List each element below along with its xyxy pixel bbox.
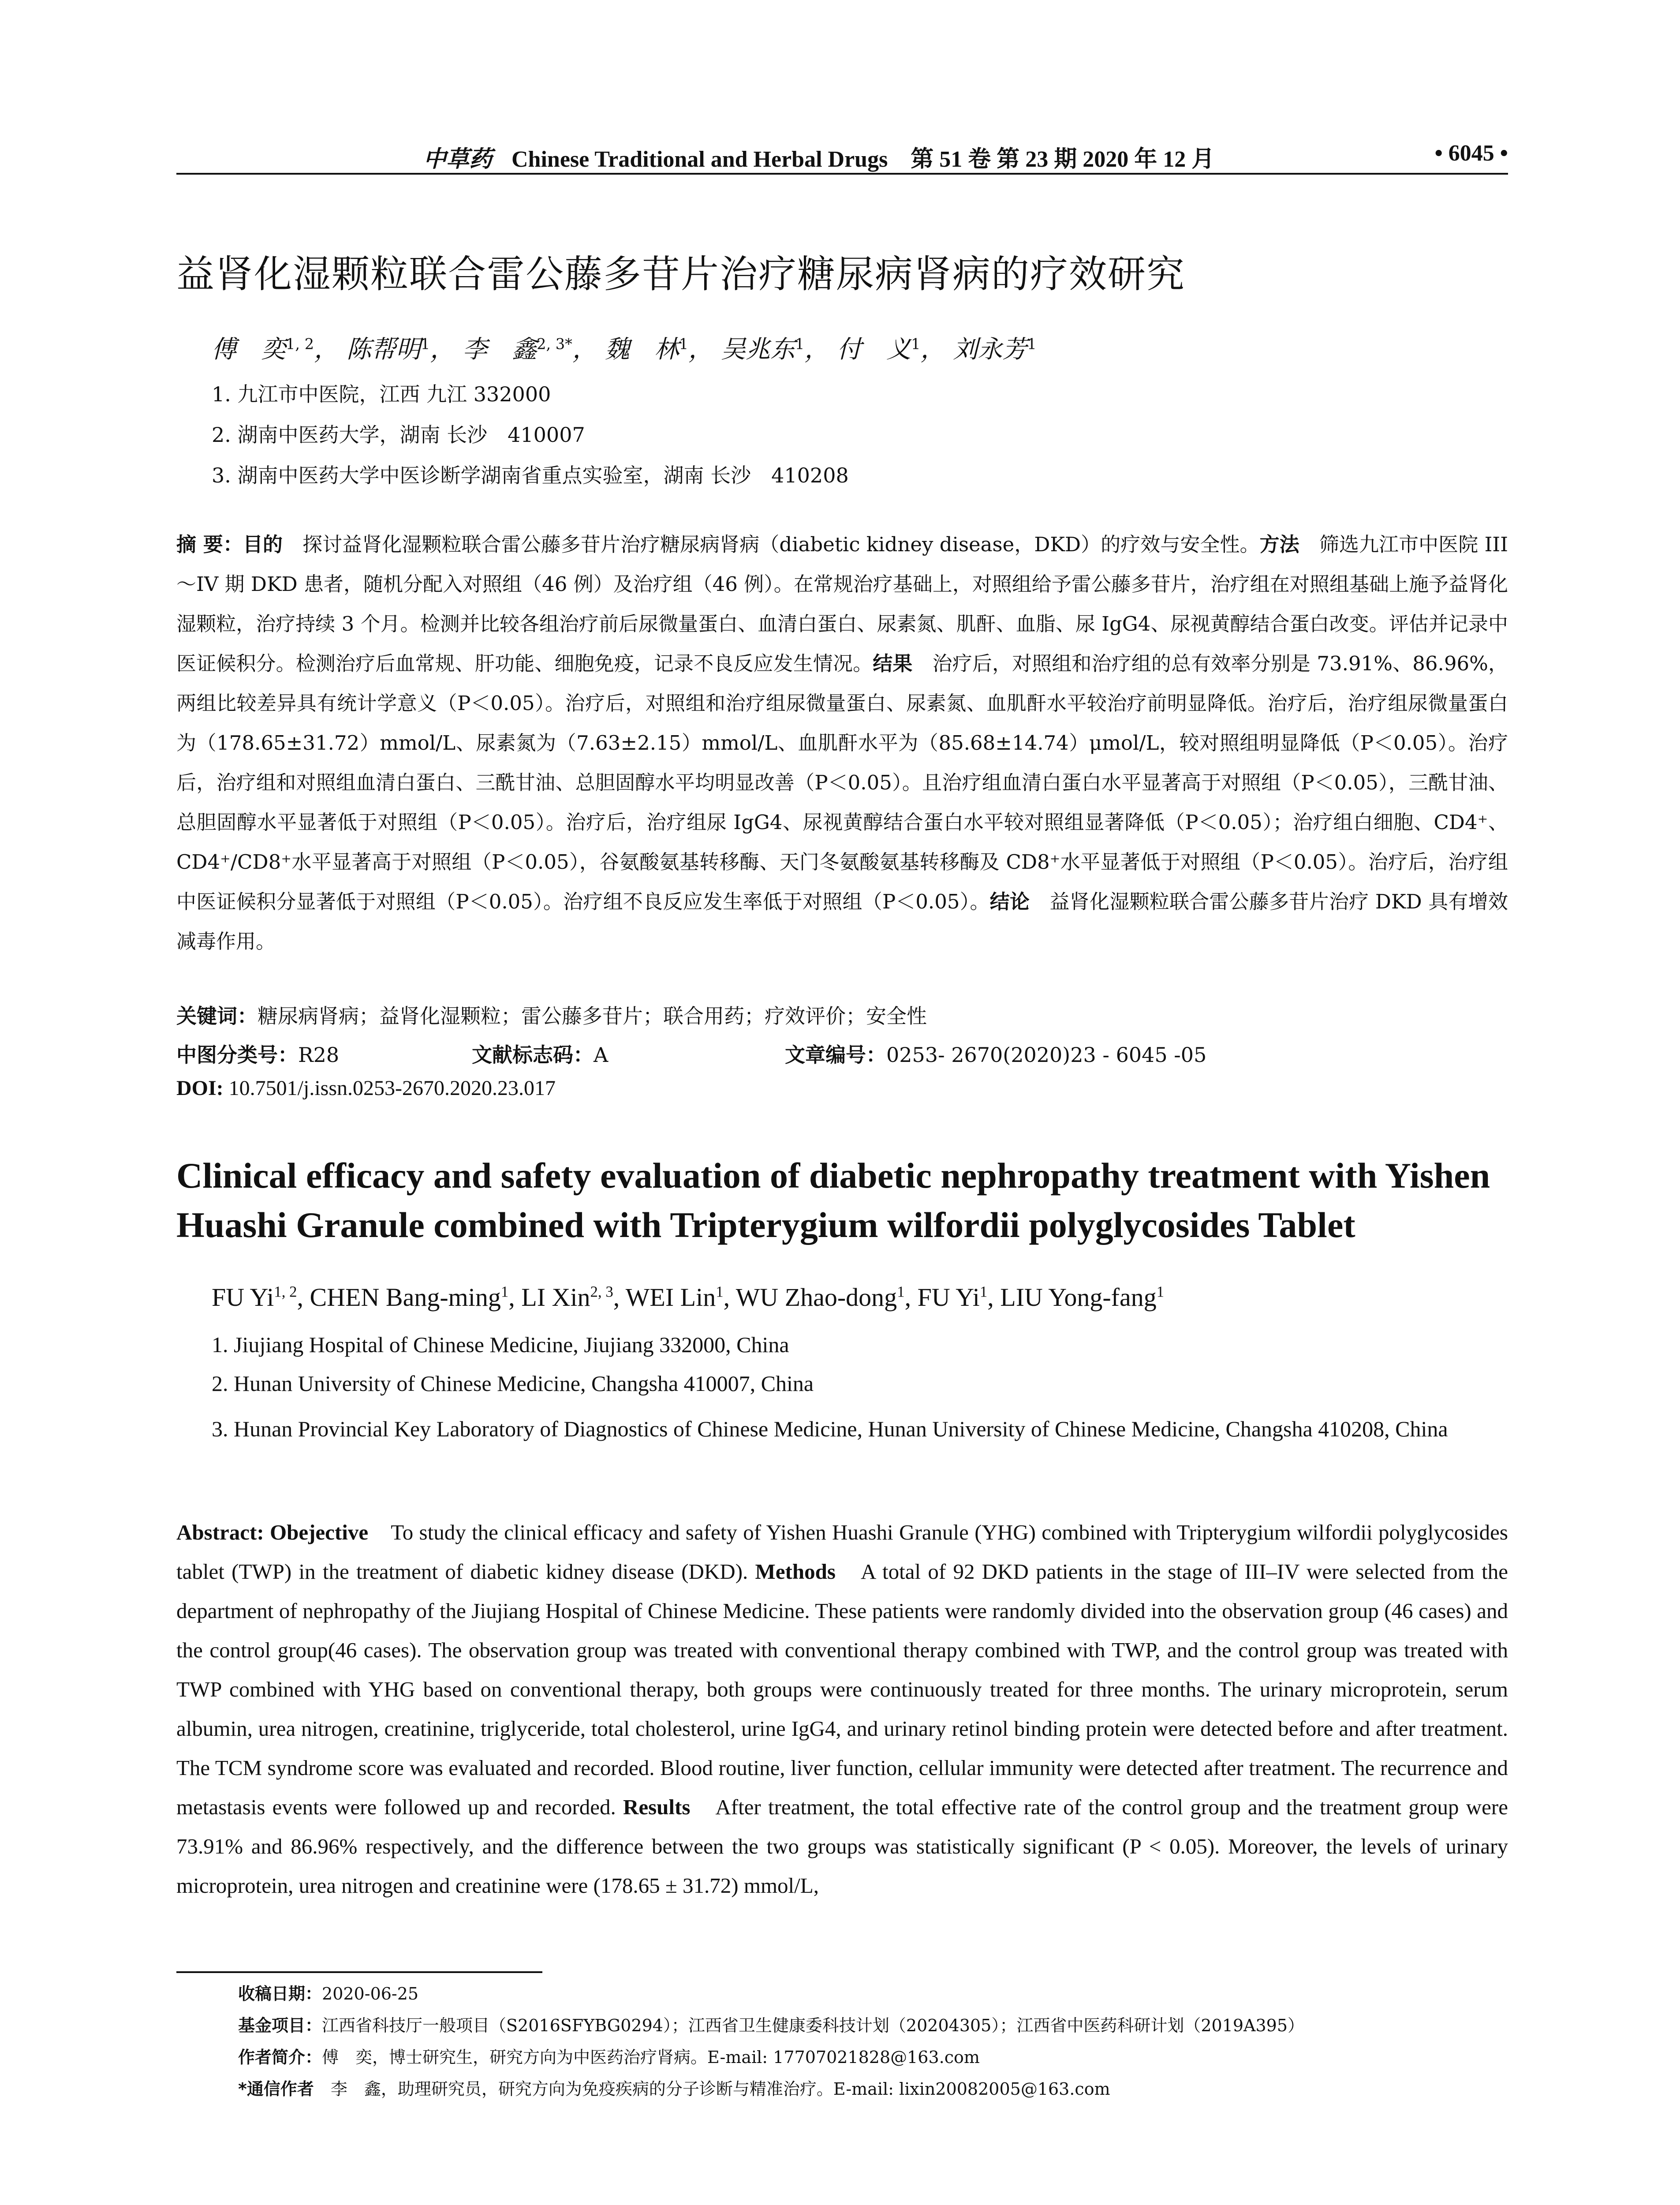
cn-author: 魏 林	[605, 335, 679, 364]
doi-value: 10.7501/j.issn.0253-2670.2020.23.017	[223, 1076, 556, 1100]
keywords-label: 关键词：	[176, 1004, 258, 1028]
en-title: Clinical efficacy and safety evaluation of diabetic nephropathy treatment with Yishen Huashi Granule combined with Tripterygium wilfordii polyglycosides Tablet	[176, 1155, 1490, 1245]
en-abstract-head-methods: Methods	[755, 1559, 836, 1584]
en-author-sup: 1	[500, 1283, 509, 1301]
doc-code-value: A	[594, 1043, 609, 1067]
article-number	[785, 1039, 1206, 1068]
footnote-label: 作者简介：	[238, 2048, 322, 2067]
footnote-label: 收稿日期：	[238, 1984, 322, 2003]
en-author: WU Zhao-dong	[735, 1283, 897, 1312]
cn-affiliation-2: 2. 湖南中医药大学，湖南 长沙 410007	[212, 423, 585, 447]
cn-abstract-text-methods: 筛选九江市中医院 III～IV 期 DKD 患者，随机分配入对照组（46 例）及治疗组（46 例）。在常规治疗基础上，对照组给予雷公藤多苷片，治疗组在对照组基础上施予益肾化湿颗粒，治疗持续 3 个月。检测并比较各组治疗前后尿微量蛋白、血清白蛋白、尿素氮、肌酐、血脂、尿 IgG4、尿视黄醇结合蛋白改变。评估并记录中医证候积分。检测治疗后血常规、肝功能、细胞免疫，记录不良反应发生情况。	[176, 533, 1508, 675]
en-abstract-head-objective: Obejective	[264, 1520, 369, 1544]
cn-author: 傅 奕	[212, 335, 286, 364]
en-abstract-text-objective: To study the clinical efficacy and safety of Yishen Huashi Granule (YHG) combined with Tripterygium wilfordii polyglycosides tablet (TWP) in the treatment of diabetic kidney disease (DKD).	[176, 1520, 1508, 1584]
footnotes	[238, 1978, 1508, 2105]
footnote-text: 傅 奕，博士研究生，研究方向为中医药治疗肾病。E-mail: 17707021828@163.com	[322, 2048, 980, 2067]
en-author: LI Xin	[521, 1283, 590, 1312]
article-number-value: 0253- 2670(2020)23 - 6045 -05	[886, 1043, 1207, 1067]
footnote-author-bio	[238, 2041, 1508, 2073]
cn-author: 刘永芳	[953, 335, 1027, 364]
en-author-sup: 2, 3	[590, 1283, 613, 1301]
clc-value: R28	[298, 1043, 340, 1067]
cn-abstract	[176, 525, 1508, 961]
cn-author: 陈帮明	[346, 335, 421, 364]
en-author-sup: 1	[979, 1283, 988, 1301]
footnote-divider	[176, 1971, 542, 1973]
keywords-value: 糖尿病肾病；益肾化湿颗粒；雷公藤多苷片；联合用药；疗效评价；安全性	[258, 1004, 927, 1028]
doi-line	[176, 1076, 556, 1100]
footnote-label: *通信作者	[238, 2079, 314, 2099]
footnote-text: 江西省科技厅一般项目（S2016SFYBG0294）；江西省卫生健康委科技计划（20204305）；江西省中医药科研计划（2019A395）	[322, 2016, 1305, 2035]
footnote-received	[238, 1978, 1508, 2010]
cn-abstract-head-conclusion: 结论	[989, 890, 1030, 913]
cn-author-sup: 1	[679, 335, 689, 353]
article-number-label: 文章编号：	[785, 1043, 886, 1067]
en-author-sup: 1, 2	[274, 1283, 297, 1301]
en-abstract-text-methods: A total of 92 DKD patients in the stage of III–IV were selected from the department of nephropathy of the Jiujiang Hospital of Chinese Medicine. These patients were randomly divided into the observation group (46 cases) and the control group(46 cases). The observation group was treated with conventional therapy combined with TWP, and the control group was treated with TWP combined with YHG based on conventional therapy, both groups were continuously treated for three months. The urinary microprotein, serum albumin, urea nitrogen, creatinine, triglyceride, total cholesterol, urine IgG4, and urinary retinol binding protein were detected before and after treatment. The TCM syndrome score was evaluated and recorded. Blood routine, liver function, cellular immunity were detected after treatment. The recurrence and metastasis events were followed up and recorded.	[176, 1559, 1508, 1819]
cn-author-sup: 1, 2	[286, 335, 314, 353]
en-abstract	[176, 1513, 1508, 1905]
en-affiliation-3: 3. Hunan Provincial Key Laboratory of Diagnostics of Chinese Medicine, Hunan University of Chinese Medicine, Changsha 410208, China	[212, 1416, 1448, 1441]
cn-abstract-label: 摘 要：	[176, 533, 243, 556]
cn-affiliation-1: 1. 九江市中医院，江西 九江 332000	[212, 382, 551, 406]
page-number: • 6045 •	[1434, 141, 1508, 166]
doi-label: DOI:	[176, 1076, 224, 1100]
en-abstract-head-results: Results	[623, 1795, 691, 1819]
en-author: WEI Lin	[625, 1283, 716, 1312]
cn-title: 益肾化湿颗粒联合雷公藤多苷片治疗糖尿病肾病的疗效研究	[176, 252, 1185, 296]
cn-author-sup: 1	[420, 335, 430, 353]
en-author: FU Yi	[212, 1283, 274, 1312]
en-author: FU Yi	[917, 1283, 980, 1312]
header-divider	[176, 173, 1508, 175]
en-author-sup: 1	[1156, 1283, 1165, 1301]
footnote-text: 2020-06-25	[322, 1984, 419, 2003]
cn-author-sup: 1	[911, 335, 921, 353]
running-header	[176, 140, 1508, 176]
en-affiliation-2: 2. Hunan University of Chinese Medicine, Changsha 410007, China	[212, 1371, 814, 1396]
en-author: CHEN Bang-ming	[310, 1283, 501, 1312]
en-abstract-label: Abstract:	[176, 1520, 264, 1544]
cn-abstract-text-conclusion: 益肾化湿颗粒联合雷公藤多苷片治疗 DKD 具有增效减毒作用。	[176, 890, 1508, 953]
cn-abstract-head-methods: 方法	[1259, 533, 1299, 556]
en-affiliation-1: 1. Jiujiang Hospital of Chinese Medicine, Jiujiang 332000, China	[212, 1332, 789, 1357]
cn-keywords	[176, 1000, 927, 1029]
cn-abstract-head-results: 结果	[873, 652, 913, 675]
en-abstract-text-results: After treatment, the total effective rate of the control group and the treatment group were 73.91% and 86.96% respectively, and the difference between the two groups was statistically significant (P < 0.05). Moreover, the levels of urinary microprotein, urea nitrogen and creatinine were (178.65 ± 31.72) mmol/L,	[176, 1795, 1508, 1898]
cn-abstract-head-objective: 目的	[243, 533, 283, 556]
footnote-text: 李 鑫，助理研究员，研究方向为免疫疾病的分子诊断与精准治疗。E-mail: lixin20082005@163.com	[314, 2079, 1110, 2099]
cn-author-sup: 1	[1027, 335, 1037, 353]
cn-author-sup: 2, 3*	[537, 335, 572, 353]
cn-author: 付 义	[837, 335, 911, 364]
footnote-label: 基金项目：	[238, 2016, 322, 2035]
footnote-funding	[238, 2010, 1508, 2041]
cn-author-list: 傅 奕$^{1, 2}$， 陈帮明$^1$， 李 鑫$^{2, 3*}$， 魏 林$^1$， 吴兆东$^1$， 付 义$^1$， 刘永芳$^1$	[212, 335, 1037, 364]
cn-abstract-text-objective: 探讨益肾化湿颗粒联合雷公藤多苷片治疗糖尿病肾病（diabetic kidney disease，DKD）的疗效与安全性。	[283, 533, 1260, 556]
journal-logo: 中草药	[423, 146, 493, 172]
cn-author: 李 鑫	[463, 335, 537, 364]
en-author: LIU Yong-fang	[1000, 1283, 1157, 1312]
en-author-sup: 1	[897, 1283, 905, 1301]
doc-code-label: 文献标志码：	[472, 1043, 594, 1067]
en-author-sup: 1	[716, 1283, 724, 1301]
doc-code	[472, 1039, 608, 1068]
journal-issue-info: Chinese Traditional and Herbal Drugs 第 51 卷 第 23 期 2020 年 12 月	[511, 147, 1215, 172]
cn-author-sup: 1	[795, 335, 805, 353]
footnote-corresponding	[238, 2073, 1508, 2105]
clc-label: 中图分类号：	[176, 1043, 298, 1067]
cn-author: 吴兆东	[721, 335, 795, 364]
clc-number	[176, 1039, 339, 1068]
cn-affiliation-3: 3. 湖南中医药大学中医诊断学湖南省重点实验室，湖南 长沙 410208	[212, 463, 849, 487]
en-author-list: FU Yi$^{1, 2}$, CHEN Bang-ming$^1$, LI Xin$^{2, 3}$, WEI Lin$^1$, WU Zhao-dong$^1$, FU Yi$^1$, LIU Yong-fang$^1$	[212, 1283, 1165, 1312]
cn-abstract-text-results: 治疗后，对照组和治疗组的总有效率分别是 73.91%、86.96%，两组比较差异具有统计学意义（P＜0.05）。治疗后，对照组和治疗组尿微量蛋白、尿素氮、血肌酐水平较治疗前明显降低。治疗后，治疗组尿微量蛋白为（178.65±31.72）mmol/L、尿素氮为（7.63±2.15）mmol/L、血肌酐水平为（85.68±14.74）μmol/L，较对照组明显降低（P＜0.05）。治疗后，治疗组和对照组血清白蛋白、三酰甘油、总胆固醇水平均明显改善（P＜0.05）。且治疗组血清白蛋白水平显著高于对照组（P＜0.05），三酰甘油、总胆固醇水平显著低于对照组（P＜0.05）。治疗后，治疗组尿 IgG4、尿视黄醇结合蛋白水平较对照组显著降低（P＜0.05）；治疗组白细胞、CD4⁺、CD4⁺/CD8⁺水平显著高于对照组（P＜0.05），谷氨酸氨基转移酶、天门冬氨酸氨基转移酶及 CD8⁺水平显著低于对照组（P＜0.05）。治疗后，治疗组中医证候积分显著低于对照组（P＜0.05）。治疗组不良反应发生率低于对照组（P＜0.05）。	[176, 652, 1508, 913]
